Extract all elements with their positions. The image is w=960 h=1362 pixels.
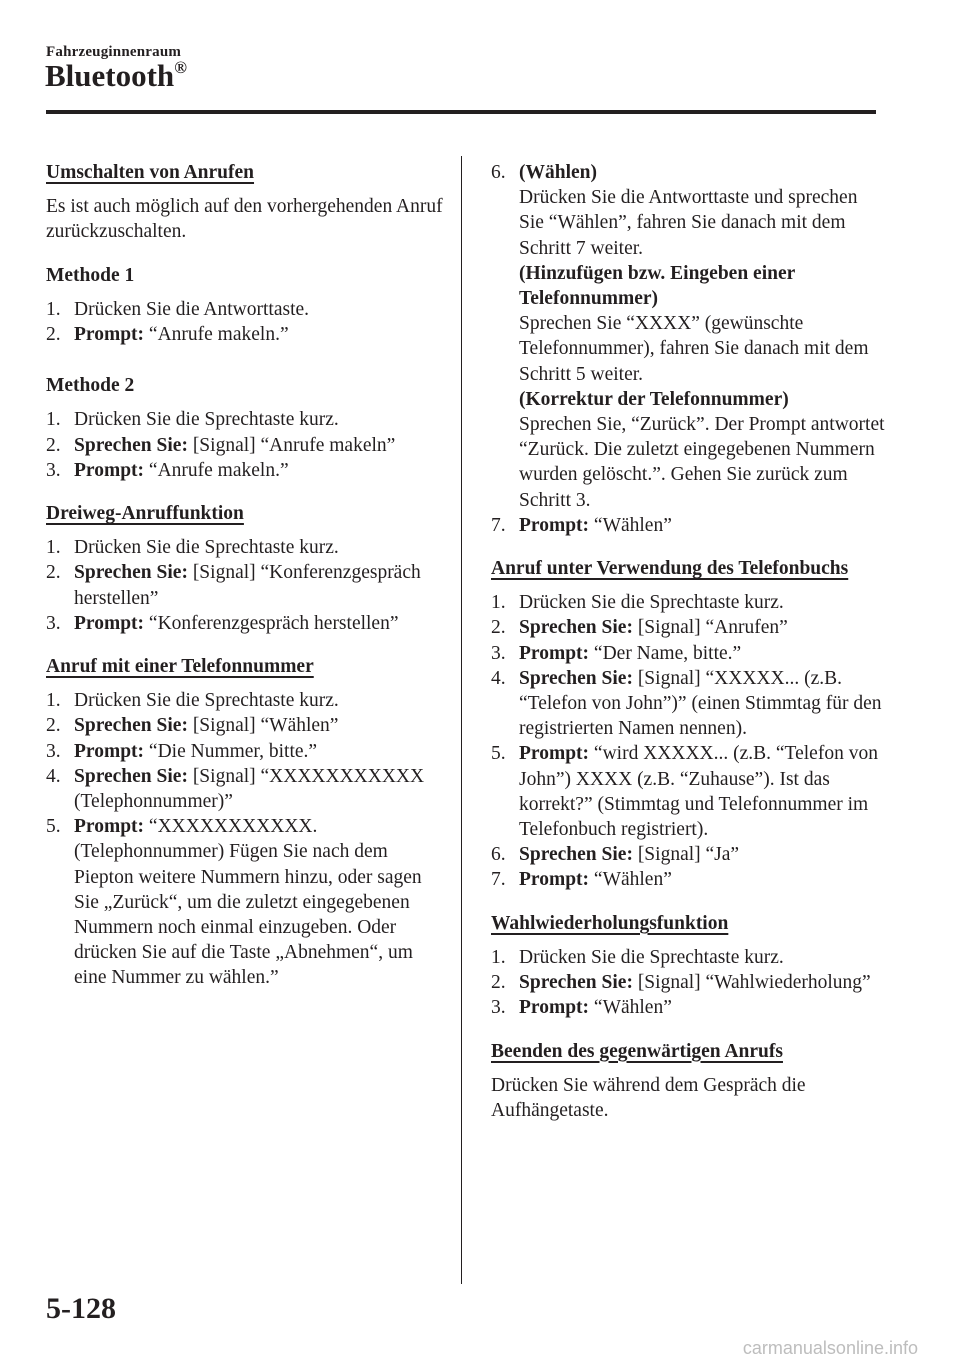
step-list — [491, 590, 886, 892]
heading-phonebook-call: Anruf unter Verwendung des Telefonbuchs — [491, 558, 849, 580]
section-call-phone-number-continued — [491, 160, 886, 538]
heading-three-way-call: Dreiweg-Anruffunktion — [46, 503, 244, 525]
step: 7. Prompt: “Wählen” — [491, 514, 672, 536]
section-three-way-call — [46, 501, 446, 636]
right-column — [491, 160, 886, 1132]
section-call-phone-number — [46, 654, 446, 991]
step: 3. Prompt: “Anrufe makeln.” — [46, 459, 289, 481]
step: 2. Sprechen Sie: [Signal] “Konferenzgespräch herstellen” — [46, 562, 421, 609]
method-1-title: Methode 1 — [46, 264, 135, 286]
heading-call-phone-number: Anruf mit einer Telefonnummer — [46, 656, 314, 678]
step: 4. Sprechen Sie: [Signal] “XXXXXXXXXXX (Telephonnummer)” — [46, 765, 425, 813]
page-number: 5-128 — [46, 1292, 116, 1325]
step-list — [46, 297, 446, 347]
step: 2. Sprechen Sie: [Signal] “Anrufe makeln” — [46, 434, 396, 456]
step-list — [491, 945, 886, 1021]
step: 2. Sprechen Sie: [Signal] “Wahlwiederholung” — [491, 972, 871, 994]
watermark: carmanualsonline.info — [742, 1338, 918, 1358]
section-phonebook-call — [491, 556, 886, 893]
column-divider — [461, 156, 462, 1284]
section-redial — [491, 911, 886, 1021]
step: 1. Drücken Sie die Sprechtaste kurz. — [46, 537, 339, 559]
step: 6. Sprechen Sie: [Signal] “Ja” — [491, 844, 740, 866]
step-list — [46, 407, 446, 483]
section-label: Fahrzeuginnenraum — [46, 44, 182, 60]
step: 7. Prompt: “Wählen” — [491, 869, 672, 891]
step: 1. Drücken Sie die Sprechtaste kurz. — [491, 592, 784, 614]
paragraph: Es ist auch möglich auf den vorhergehenden Anruf zurückzuschalten. — [46, 196, 443, 243]
section-switch-calls — [46, 160, 446, 483]
page-title: Bluetooth® — [45, 57, 187, 93]
step-list — [46, 535, 446, 636]
registered-mark: ® — [174, 57, 187, 77]
step: 1. Drücken Sie die Sprechtaste kurz. — [491, 946, 784, 968]
step-list — [46, 688, 446, 990]
step: 4. Sprechen Sie: [Signal] “XXXXX... (z.B. “Telefon von John”)” (einen Stimmtag für den registrierten Namen nennen). — [491, 667, 882, 740]
step-list — [491, 160, 886, 538]
heading-redial: Wahlwiederholungsfunktion — [491, 912, 729, 934]
step: 1. Drücken Sie die Sprechtaste kurz. — [46, 409, 339, 431]
left-column — [46, 160, 446, 1000]
step: 3. Prompt: “Der Name, bitte.” — [491, 642, 742, 664]
step: 3. Prompt: “Wählen” — [491, 997, 672, 1019]
paragraph: Drücken Sie während dem Gespräch die Aufhängetaste. — [491, 1074, 806, 1121]
heading-end-call: Beenden des gegenwärtigen Anrufs — [491, 1040, 783, 1062]
step: 2. Sprechen Sie: [Signal] “Wählen” — [46, 715, 339, 737]
step: 1. Drücken Sie die Antworttaste. — [46, 298, 310, 320]
step: 5. Prompt: “wird XXXXX... (z.B. “Telefon von John”) XXXX (z.B. “Zuhause”). Ist das korrekt?” (Stimmtag und Telefonnummer im Telefonbuch registriert). — [491, 743, 878, 841]
step: 5. Prompt: “XXXXXXXXXXX. (Telephonnummer) Fügen Sie nach dem Piepton weitere Nummern hinzu, oder sagen Sie „Zurück“, um die zuletzt eingegebenen Nummern noch einmal einzugeben. Oder drücken Sie auf die Taste „Abnehmen“, um eine Nummer zu wählen.” — [46, 816, 422, 989]
heading-switch-calls: Umschalten von Anrufen — [46, 162, 255, 183]
step: 1. Drücken Sie die Sprechtaste kurz. — [46, 690, 339, 712]
step: 3. Prompt: “Konferenzgespräch herstellen” — [46, 612, 399, 634]
section-end-call — [491, 1039, 886, 1124]
header-rule — [46, 110, 876, 114]
step: 6. (Wählen) Drücken Sie die Antworttaste und sprechen Sie “Wählen”, fahren Sie danach mit dem Schritt 7 weiter. (Hinzufügen bzw. Eingeben einer Telefonnummer) Sprechen Sie “XXXX” (gewünschte Telefonnummer), fahren Sie danach mit dem Schritt 5 weiter. (Korrektur der Telefonnummer) Sprechen Sie, “Zurück”. Der Prompt antwortet “Zurück. Die zuletzt eingegebenen Nummern wurden gelöscht.”. Gehen Sie zurück zum Schritt 3. — [491, 162, 885, 511]
step: 2. Prompt: “Anrufe makeln.” — [46, 324, 289, 346]
method-2-title: Methode 2 — [46, 375, 135, 397]
step: 3. Prompt: “Die Nummer, bitte.” — [46, 740, 318, 762]
step: 2. Sprechen Sie: [Signal] “Anrufen” — [491, 617, 788, 639]
